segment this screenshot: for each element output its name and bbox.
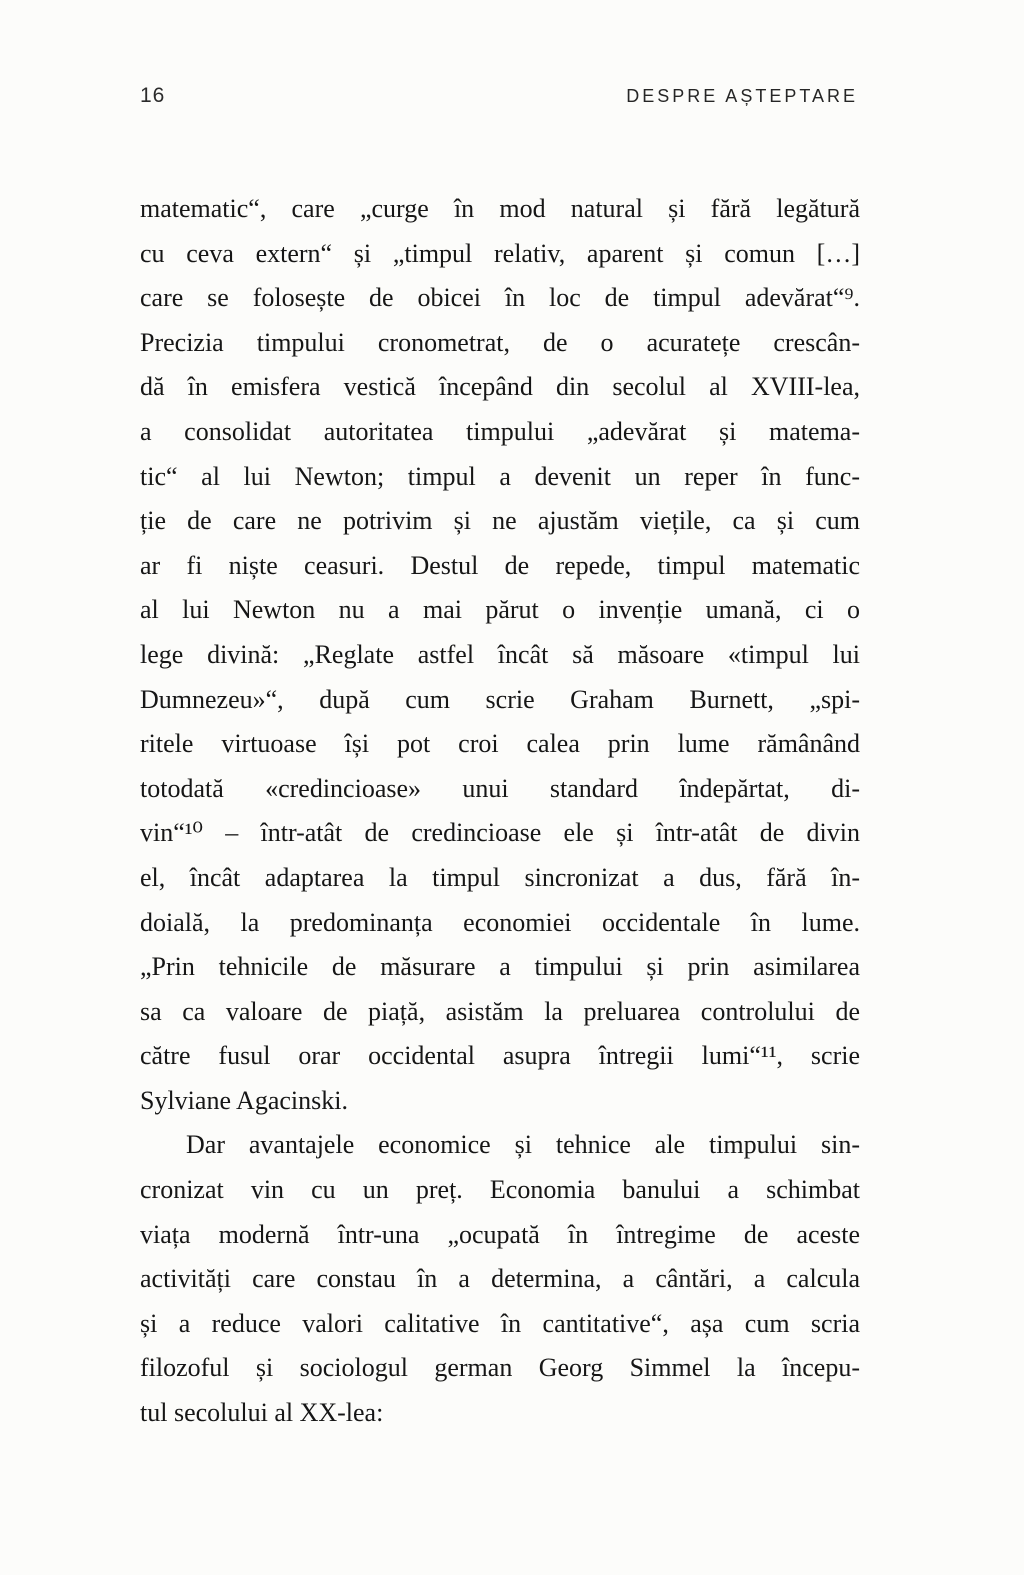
text-line: vin“¹⁰ – într-atât de credincioase ele și într-atât de divin <box>140 818 860 848</box>
text-line: cronizat vin cu un preț. Economia banului a schimbat <box>140 1175 860 1205</box>
text-line: lege divină: „Reglate astfel încât să măsoare «timpul lui <box>140 639 860 669</box>
text-line: tic“ al lui Newton; timpul a devenit un reper în func- <box>140 461 860 491</box>
text-line: matematic“, care „curge în mod natural și fără legătură <box>140 194 860 223</box>
text-line: el, încât adaptarea la timpul sincronizat a dus, fără în- <box>140 862 860 892</box>
text-line: Dumnezeu»“, după cum scrie Graham Burnett, „spi- <box>140 684 860 714</box>
text-line: doială, la predominanța economiei occidentale în lume. <box>140 907 860 937</box>
text-line: „Prin tehnicile de măsurare a timpului și prin asimilarea <box>140 952 860 982</box>
text-line: filozoful și sociologul german Georg Simmel la începu- <box>140 1353 860 1383</box>
text-line: sa ca valoare de piață, asistăm la preluarea controlului de <box>140 996 860 1026</box>
text-line: care se folosește de obicei în loc de timpul adevărat“⁹. <box>140 283 860 313</box>
text-line: Precizia timpului cronometrat, de o acuratețe crescân- <box>140 327 860 357</box>
paragraph <box>140 187 860 1123</box>
text-line: viața modernă într-una „ocupată în întregime de aceste <box>140 1219 860 1249</box>
text-line: al lui Newton nu a mai părut o invenție umană, ci o <box>140 595 860 625</box>
page-header <box>140 84 858 108</box>
paragraph <box>140 1123 860 1435</box>
running-title: DESPRE AȘTEPTARE <box>626 86 858 106</box>
text-line: și a reduce valori calitative în cantitative“, așa cum scria <box>140 1308 860 1338</box>
text-line: dă în emisfera vestică începând din secolul al XVIII-lea, <box>140 372 860 402</box>
page-number: 16 <box>140 84 166 107</box>
text-line: ar fi niște ceasuri. Destul de repede, timpul matematic <box>140 550 860 580</box>
text-line: către fusul orar occidental asupra întregii lumi“¹¹, scrie <box>140 1041 860 1071</box>
text-line: Dar avantajele economice și tehnice ale timpului sin- <box>186 1130 860 1160</box>
page-body <box>140 187 860 1436</box>
text-line: Sylviane Agacinski. <box>140 1085 348 1115</box>
text-line: totodată «credincioase» unui standard îndepărtat, di- <box>140 773 860 803</box>
text-line: tul secolului al XX-lea: <box>140 1398 384 1428</box>
text-line: ritele virtuoase își pot croi calea prin lume rămânând <box>140 729 860 759</box>
text-line: cu ceva extern“ și „timpul relativ, aparent și comun […] <box>140 238 860 268</box>
text-line: a consolidat autoritatea timpului „adevărat și matema- <box>140 416 860 446</box>
text-line: activități care constau în a determina, a cântări, a calcula <box>140 1264 860 1294</box>
text-line: ție de care ne potrivim și ne ajustăm viețile, ca și cum <box>140 506 860 536</box>
